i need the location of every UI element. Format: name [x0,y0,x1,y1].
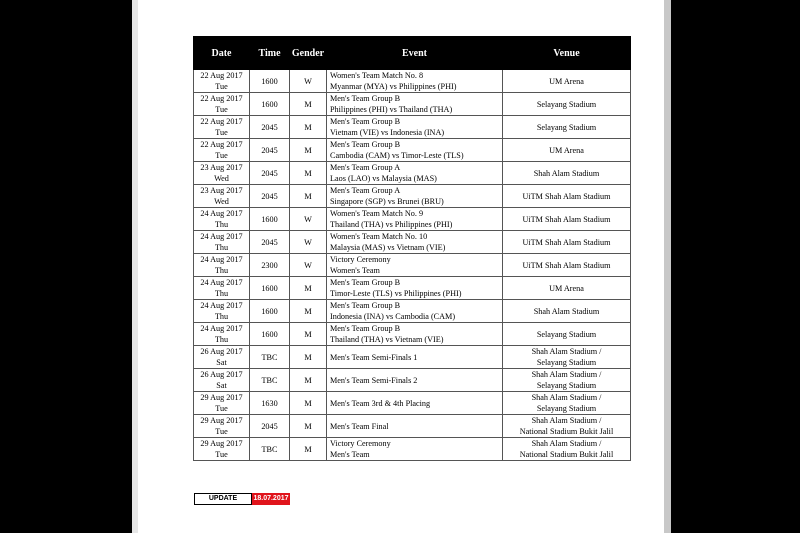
date-cell [194,231,250,254]
date-text: 22 Aug 2017 [200,71,243,80]
venue-cell [503,116,631,139]
gender-text: W [304,76,312,86]
event-cell [327,208,503,231]
gender-cell [290,346,327,369]
event-line-1: Men's Team Semi-Finals 1 [330,352,418,362]
table-row [194,415,631,438]
date-cell [194,300,250,323]
update-label: UPDATE [194,493,252,505]
table-row [194,346,631,369]
date-cell [194,254,250,277]
date-cell [194,392,250,415]
date-cell [194,116,250,139]
date-cell [194,139,250,162]
venue-line-1: UiTM Shah Alam Stadium [522,260,611,270]
time-text: 2045 [261,191,278,201]
date-cell [194,70,250,93]
event-line-2: Philippines (PHI) vs Thailand (THA) [330,105,453,114]
event-line-2: Laos (LAO) vs Malaysia (MAS) [330,174,437,183]
day-text: Sat [216,381,227,390]
time-cell [250,277,290,300]
venue-cell [503,415,631,438]
date-text: 29 Aug 2017 [200,393,243,402]
time-text: 1600 [261,214,278,224]
venue-cell [503,70,631,93]
time-cell [250,300,290,323]
gender-text: M [304,145,312,155]
event-line-1: Men's Team Group B [330,324,401,333]
time-text: 2045 [261,145,278,155]
date-cell [194,323,250,346]
time-text: 2045 [261,122,278,132]
gender-cell [290,369,327,392]
date-cell [194,438,250,461]
time-text: 1600 [261,329,278,339]
date-text: 24 Aug 2017 [200,255,243,264]
schedule-table [193,36,631,461]
date-text: 29 Aug 2017 [200,416,243,425]
event-line-1: Victory Ceremony [330,255,391,264]
date-cell [194,346,250,369]
date-text: 22 Aug 2017 [200,94,243,103]
time-text: 2045 [261,421,278,431]
time-cell [250,93,290,116]
time-text: 1630 [261,398,278,408]
header-date: Date [194,37,250,70]
venue-cell [503,346,631,369]
event-cell [327,300,503,323]
event-line-1: Men's Team 3rd & 4th Placing [330,398,431,408]
venue-cell [503,277,631,300]
event-line-1: Men's Team Group B [330,301,401,310]
date-cell [194,369,250,392]
gender-text: M [304,329,312,339]
date-text: 24 Aug 2017 [200,209,243,218]
day-text: Tue [215,105,228,114]
table-row [194,139,631,162]
gender-cell [290,254,327,277]
header-event: Event [327,37,503,70]
time-text: 2045 [261,168,278,178]
venue-line-2: National Stadium Bukit Jalil [519,450,614,459]
gender-cell [290,323,327,346]
date-text: 24 Aug 2017 [200,278,243,287]
table-row [194,392,631,415]
event-line-2: Singapore (SGP) vs Brunei (BRU) [330,197,444,206]
date-cell [194,185,250,208]
time-cell [250,70,290,93]
day-text: Wed [214,197,229,206]
venue-line-1: Shah Alam Stadium / [531,393,602,402]
venue-line-1: Selayang Stadium [536,329,597,339]
venue-line-1: Shah Alam Stadium / [531,347,602,356]
table-row [194,438,631,461]
event-line-2: Indonesia (INA) vs Cambodia (CAM) [330,312,456,321]
event-cell [327,185,503,208]
day-text: Wed [214,174,229,183]
gender-text: M [304,283,312,293]
day-text: Thu [214,220,229,229]
table-row [194,162,631,185]
gender-text: W [304,237,312,247]
date-cell [194,93,250,116]
venue-cell [503,254,631,277]
venue-line-2: Selayang Stadium [536,381,597,390]
time-text: TBC [261,352,278,362]
event-cell [327,93,503,116]
gender-text: M [304,398,312,408]
venue-line-2: Selayang Stadium [536,358,597,367]
header-gender: Gender [290,37,327,70]
time-cell [250,392,290,415]
table-row [194,70,631,93]
time-text: 1600 [261,306,278,316]
table-row [194,93,631,116]
event-line-2: Cambodia (CAM) vs Timor-Leste (TLS) [330,151,464,160]
event-line-1: Men's Team Group A [330,186,401,195]
event-line-1: Women's Team Match No. 10 [330,232,428,241]
venue-cell [503,185,631,208]
date-text: 26 Aug 2017 [200,370,243,379]
event-cell [327,116,503,139]
gender-text: W [304,260,312,270]
time-cell [250,438,290,461]
event-cell [327,254,503,277]
table-header-row [194,37,631,70]
gender-cell [290,415,327,438]
header-venue: Venue [503,37,631,70]
time-text: 1600 [261,283,278,293]
event-cell [327,438,503,461]
venue-line-1: Shah Alam Stadium / [531,370,602,379]
venue-cell [503,300,631,323]
gender-cell [290,70,327,93]
gender-cell [290,185,327,208]
event-line-1: Men's Team Final [330,421,389,431]
venue-line-1: UM Arena [549,283,584,293]
event-cell [327,392,503,415]
date-text: 29 Aug 2017 [200,439,243,448]
venue-line-1: UM Arena [549,145,584,155]
gender-text: M [304,168,312,178]
date-cell [194,162,250,185]
venue-line-1: Selayang Stadium [536,99,597,109]
event-line-1: Men's Team Group B [330,117,401,126]
time-text: 1600 [261,76,278,86]
date-text: 23 Aug 2017 [200,186,243,195]
venue-line-1: UM Arena [549,76,584,86]
venue-line-1: UiTM Shah Alam Stadium [522,214,611,224]
venue-cell [503,323,631,346]
event-line-2: Myanmar (MYA) vs Philippines (PHI) [330,82,457,91]
date-text: 26 Aug 2017 [200,347,243,356]
time-text: 2045 [261,237,278,247]
event-cell [327,70,503,93]
event-line-1: Men's Team Semi-Finals 2 [330,375,418,385]
gender-cell [290,300,327,323]
time-cell [250,162,290,185]
event-line-1: Women's Team Match No. 9 [330,209,424,218]
table-row [194,185,631,208]
time-cell [250,254,290,277]
day-text: Thu [214,266,229,275]
venue-line-1: UiTM Shah Alam Stadium [522,191,611,201]
date-cell [194,277,250,300]
time-text: 2300 [261,260,278,270]
venue-cell [503,438,631,461]
gender-text: W [304,214,312,224]
time-cell [250,369,290,392]
date-cell [194,208,250,231]
gender-cell [290,277,327,300]
day-text: Sat [216,358,227,367]
event-line-2: Vietnam (VIE) vs Indonesia (INA) [330,128,445,137]
event-line-2: Malaysia (MAS) vs Vietnam (VIE) [330,243,446,252]
table-row [194,277,631,300]
venue-cell [503,139,631,162]
day-text: Tue [215,128,228,137]
venue-line-1: UiTM Shah Alam Stadium [522,237,611,247]
venue-line-1: Shah Alam Stadium [533,168,600,178]
event-cell [327,277,503,300]
table-row [194,323,631,346]
gender-cell [290,231,327,254]
table-row [194,254,631,277]
venue-line-1: Selayang Stadium [536,122,597,132]
gender-cell [290,162,327,185]
time-cell [250,116,290,139]
time-cell [250,346,290,369]
gender-text: M [304,306,312,316]
header-time: Time [250,37,290,70]
date-text: 23 Aug 2017 [200,163,243,172]
venue-cell [503,208,631,231]
table-row [194,231,631,254]
date-text: 24 Aug 2017 [200,232,243,241]
day-text: Tue [215,82,228,91]
gender-cell [290,139,327,162]
day-text: Tue [215,427,228,436]
event-line-1: Men's Team Group B [330,94,401,103]
event-line-2: Men's Team [330,450,370,459]
day-text: Tue [215,151,228,160]
venue-cell [503,231,631,254]
time-cell [250,185,290,208]
venue-line-1: Shah Alam Stadium / [531,416,602,425]
event-cell [327,346,503,369]
day-text: Tue [215,404,228,413]
time-cell [250,139,290,162]
table-row [194,369,631,392]
event-line-1: Women's Team Match No. 8 [330,71,424,80]
venue-line-2: National Stadium Bukit Jalil [519,427,614,436]
gender-cell [290,208,327,231]
gender-cell [290,93,327,116]
event-cell [327,369,503,392]
time-cell [250,415,290,438]
day-text: Thu [214,289,229,298]
date-text: 24 Aug 2017 [200,301,243,310]
time-cell [250,323,290,346]
page-shadow-right [664,0,671,533]
date-text: 22 Aug 2017 [200,117,243,126]
gender-text: M [304,122,312,132]
date-cell [194,415,250,438]
gender-text: M [304,99,312,109]
gender-text: M [304,352,312,362]
time-text: 1600 [261,99,278,109]
gender-text: M [304,421,312,431]
venue-line-1: Shah Alam Stadium / [531,439,602,448]
venue-line-1: Shah Alam Stadium [533,306,600,316]
event-line-2: Timor-Leste (TLS) vs Philippines (PHI) [330,289,462,298]
event-line-1: Men's Team Group B [330,278,401,287]
event-cell [327,162,503,185]
event-line-1: Victory Ceremony [330,439,391,448]
table-row [194,116,631,139]
day-text: Thu [214,243,229,252]
update-stamp [194,493,290,505]
event-line-1: Men's Team Group A [330,163,401,172]
gender-cell [290,116,327,139]
update-date: 18.07.2017 [252,493,290,505]
event-cell [327,323,503,346]
event-line-2: Thailand (THA) vs Philippines (PHI) [330,220,453,229]
gender-text: M [304,191,312,201]
table-row [194,208,631,231]
time-cell [250,231,290,254]
time-text: TBC [261,444,278,454]
venue-cell [503,93,631,116]
gender-text: M [304,444,312,454]
time-text: TBC [261,375,278,385]
day-text: Thu [214,312,229,321]
event-cell [327,415,503,438]
venue-cell [503,162,631,185]
date-text: 24 Aug 2017 [200,324,243,333]
day-text: Thu [214,335,229,344]
event-line-2: Thailand (THA) vs Vietnam (VIE) [330,335,444,344]
gender-text: M [304,375,312,385]
gender-cell [290,438,327,461]
event-line-2: Women's Team [330,266,380,275]
event-line-1: Men's Team Group B [330,140,401,149]
table-row [194,300,631,323]
date-text: 22 Aug 2017 [200,140,243,149]
day-text: Tue [215,450,228,459]
event-cell [327,139,503,162]
gender-cell [290,392,327,415]
time-cell [250,208,290,231]
event-cell [327,231,503,254]
venue-line-2: Selayang Stadium [536,404,597,413]
venue-cell [503,369,631,392]
venue-cell [503,392,631,415]
